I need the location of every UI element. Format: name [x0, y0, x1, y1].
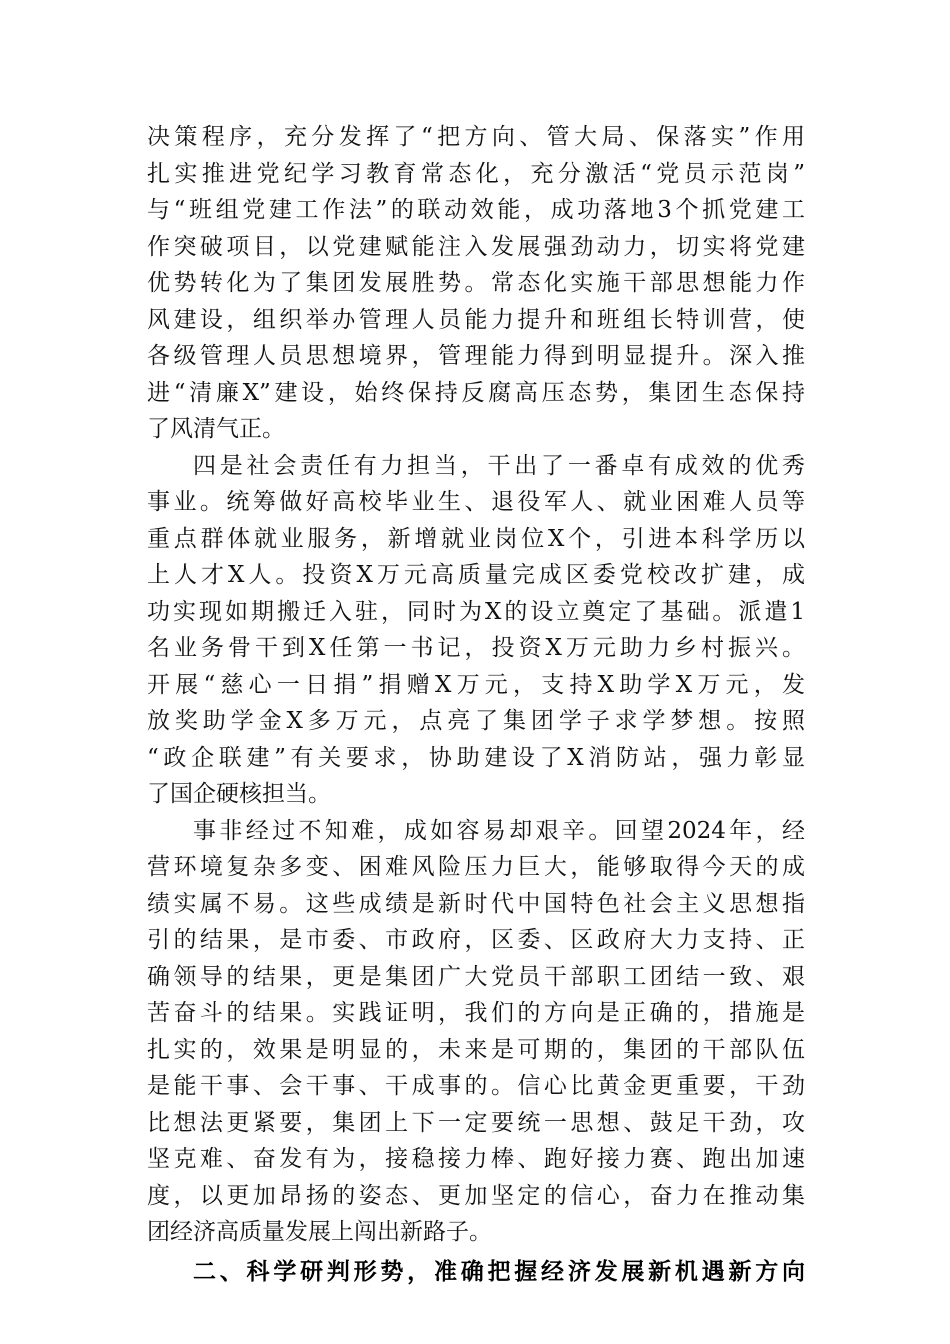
- paragraph-1-line-1: 决策程序，充分发挥了“把方向、管大局、保落实”作用: [147, 124, 805, 150]
- paragraph-3-line-7: 扎实的，效果是明显的，未来是可期的，集团的干部队伍: [147, 1037, 805, 1063]
- paragraph-2-line-2: 事业。统筹做好高校毕业生、退役军人、就业困难人员等: [147, 489, 805, 515]
- paragraph-1-line-7: 各级管理人员思想境界，管理能力得到明显提升。深入推: [147, 343, 805, 369]
- paragraph-3-line-6: 苦奋斗的结果。实践证明，我们的方向是正确的，措施是: [147, 1000, 805, 1026]
- paragraph-1-line-8: 进“清廉X”建设，始终保持反腐高压态势，集团生态保持: [147, 380, 805, 406]
- paragraph-3-line-11: 度，以更加昂扬的姿态、更加坚定的信心，奋力在推动集: [147, 1183, 805, 1209]
- paragraph-2-line-4: 上人才X人。投资X万元高质量完成区委党校改扩建，成: [147, 562, 805, 588]
- paragraph-2-line-6: 名业务骨干到X任第一书记，投资X万元助力乡村振兴。: [147, 635, 805, 661]
- paragraph-3-line-5: 确领导的结果，更是集团广大党员干部职工团结一致、艰: [147, 964, 805, 990]
- paragraph-2-line-8: 放奖助学金X多万元，点亮了集团学子求学梦想。按照: [147, 708, 805, 734]
- paragraph-3-line-4: 引的结果，是市委、市政府，区委、区政府大力支持、正: [147, 927, 805, 953]
- paragraph-2-line-1: 四是社会责任有力担当，干出了一番卓有成效的优秀: [193, 453, 805, 479]
- paragraph-1-line-6: 风建设，组织举办管理人员能力提升和班组长特训营，使: [147, 307, 805, 333]
- paragraph-3-line-3: 绩实属不易。这些成绩是新时代中国特色社会主义思想指: [147, 891, 805, 917]
- section-heading: 二、科学研判形势，准确把握经济发展新机遇新方向: [193, 1259, 805, 1285]
- paragraph-2-line-10: 了国企硬核担当。: [147, 781, 331, 807]
- paragraph-3-line-12: 团经济高质量发展上闯出新路子。: [147, 1219, 492, 1245]
- paragraph-1-line-3: 与“班组党建工作法”的联动效能，成功落地3个抓党建工: [147, 197, 805, 223]
- paragraph-1-line-2: 扎实推进党纪学习教育常态化，充分激活“党员示范岗”: [147, 161, 805, 187]
- paragraph-3-line-1: 事非经过不知难，成如容易却艰辛。回望2024年，经: [193, 818, 805, 844]
- paragraph-1-line-5: 优势转化为了集团发展胜势。常态化实施干部思想能力作: [147, 270, 805, 296]
- paragraph-2-line-9: “政企联建”有关要求，协助建设了X消防站，强力彰显: [147, 745, 805, 771]
- paragraph-3-line-9: 比想法更紧要，集团上下一定要统一思想、鼓足干劲，攻: [147, 1110, 805, 1136]
- paragraph-2-line-3: 重点群体就业服务，新增就业岗位X个，引进本科学历以: [147, 526, 805, 552]
- paragraph-3-line-10: 坚克难、奋发有为，接稳接力棒、跑好接力赛、跑出加速: [147, 1146, 805, 1172]
- paragraph-1-line-9: 了风清气正。: [147, 416, 285, 442]
- paragraph-2-line-7: 开展“慈心一日捐”捐赠X万元，支持X助学X万元，发: [147, 672, 805, 698]
- paragraph-3-line-2: 营环境复杂多变、困难风险压力巨大，能够取得今天的成: [147, 854, 805, 880]
- paragraph-3-line-8: 是能干事、会干事、干成事的。信心比黄金更重要，干劲: [147, 1073, 805, 1099]
- paragraph-1-line-4: 作突破项目，以党建赋能注入发展强劲动力，切实将党建: [147, 234, 805, 260]
- paragraph-2-line-5: 功实现如期搬迁入驻，同时为X的设立奠定了基础。派遣1: [147, 599, 805, 625]
